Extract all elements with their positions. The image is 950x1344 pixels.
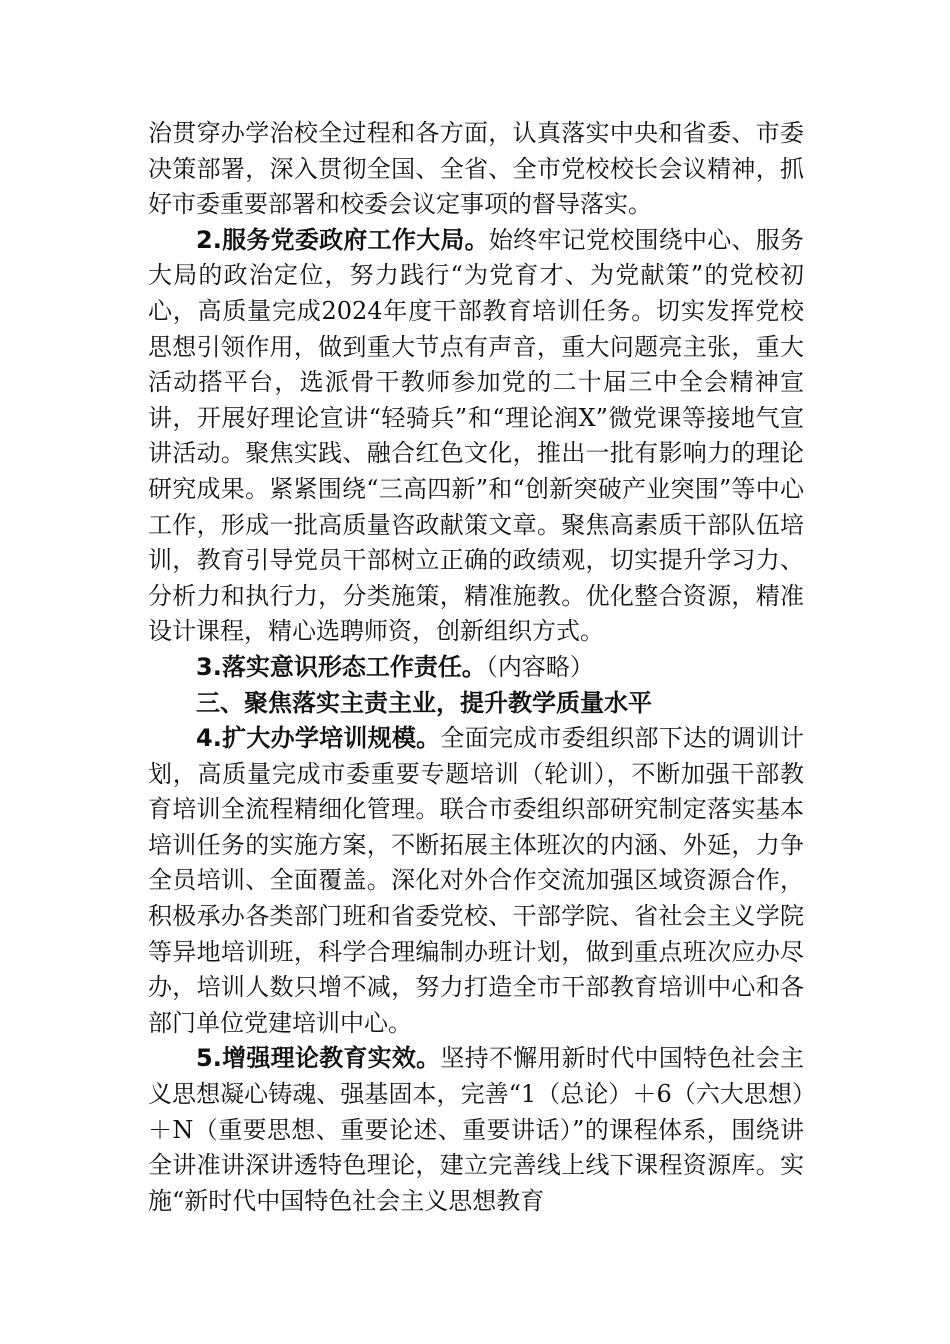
paragraph-5: [148, 1041, 804, 1219]
section-3-prefix: 三、: [196, 688, 244, 717]
document-page: [148, 116, 804, 1219]
paragraph-1-body: 治贯穿办学治校全过程和各方面，认真落实中央和省委、市委决策部署，深入贯彻全国、全省、全市党校校长会议精神，抓好市委重要部署和校委会议定事项的督导落实。: [148, 119, 804, 219]
paragraph-2: [148, 223, 804, 650]
paragraph-3-heading: 3.落实意识形态工作责任。: [196, 652, 486, 681]
paragraph-1: [148, 116, 804, 223]
paragraph-5-body: 坚持不懈用新时代中国特色社会主义思想凝心铸魂、强基固本，完善“1（总论）＋6（六大思想）＋N（重要思想、重要论述、重要讲话）”的课程体系，围绕讲全讲准讲深讲透特色理论，建立完善线上线下课程资源库。实施“新时代中国特色社会主义思想教育: [148, 1044, 804, 1215]
paragraph-5-heading: 5.增强理论教育实效。: [196, 1044, 441, 1073]
paragraph-3: [148, 650, 804, 686]
section-3-title: 聚焦落实主责主业，提升教学质量水平: [244, 688, 652, 717]
section-3-heading: [148, 686, 804, 722]
paragraph-4-heading: 4.扩大办学培训规模。: [196, 724, 441, 753]
paragraph-2-body: 始终牢记党校围绕中心、服务大局的政治定位，努力践行“为党育才、为党献策”的党校初心，高质量完成2024年度干部教育培训任务。切实发挥党校思想引领作用，做到重大节点有声音，重大问题亮主张，重大活动搭平台，选派骨干教师参加党的二十届三中全会精神宣讲，开展好理论宣讲“轻骑兵”和“理论润X”微党课等接地气宣讲活动。聚焦实践、融合红色文化，推出一批有影响力的理论研究成果。紧紧围绕“三高四新”和“创新突破产业突围”等中心工作，形成一批高质量咨政献策文章。聚焦高素质干部队伍培训，教育引导党员干部树立正确的政绩观，切实提升学习力、分析力和执行力，分类施策，精准施教。优化整合资源，精准设计课程，精心选聘师资，创新组织方式。: [148, 225, 804, 646]
paragraph-4: [148, 721, 804, 1041]
paragraph-4-body: 全面完成市委组织部下达的调训计划，高质量完成市委重要专题培训（轮训），不断加强干部教育培训全流程精细化管理。联合市委组织部研究制定落实基本培训任务的实施方案，不断拓展主体班次的内涵、外延，力争全员培训、全面覆盖。深化对外合作交流加强区域资源合作，积极承办各类部门班和省委党校、干部学院、省社会主义学院等异地培训班，科学合理编制办班计划，做到重点班次应办尽办，培训人数只增不减，努力打造全市干部教育培训中心和各部门单位党建培训中心。: [148, 724, 804, 1037]
paragraph-3-body: （内容略）: [485, 652, 594, 681]
paragraph-2-heading: 2.服务党委政府工作大局。: [196, 225, 489, 254]
